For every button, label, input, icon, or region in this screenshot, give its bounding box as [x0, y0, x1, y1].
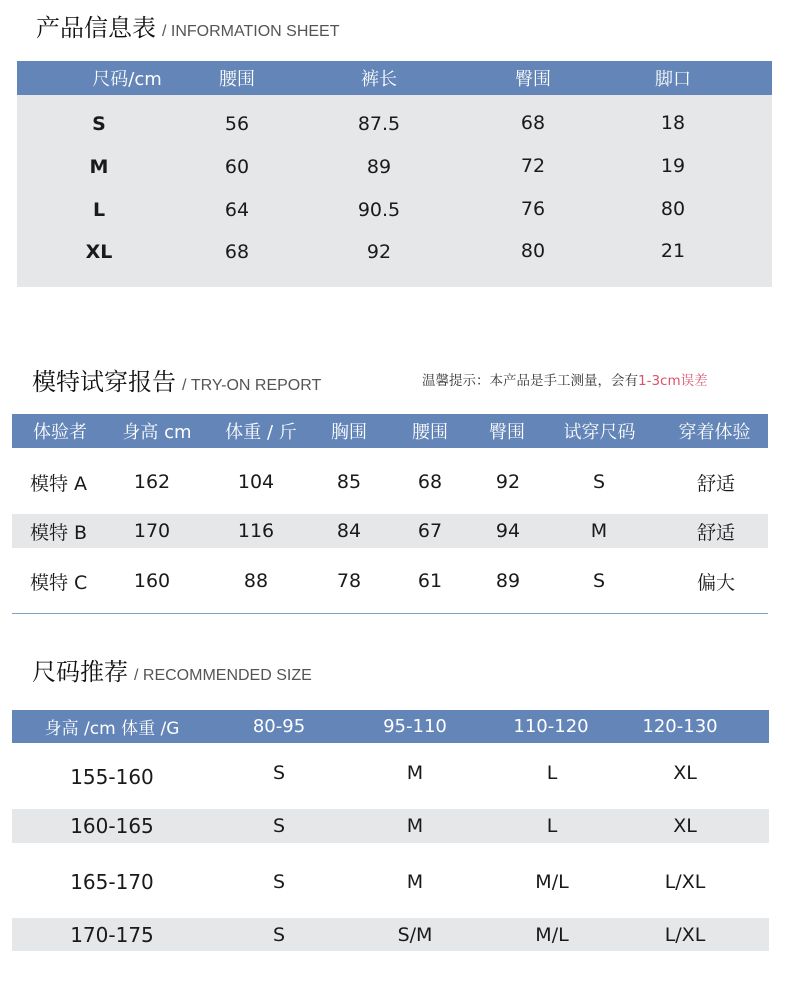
cell: 偏大	[696, 571, 735, 594]
cell: S/M	[397, 923, 433, 946]
info-row-xl	[17, 236, 772, 268]
cell: 80	[520, 240, 546, 262]
rec-header-80-95: 80-95	[252, 716, 306, 737]
info-sheet-title	[36, 8, 339, 43]
cell: 160-165	[70, 814, 154, 838]
try-header-height: 身高 cm	[122, 422, 192, 443]
try-header-tester: 体验者	[33, 422, 87, 443]
info-header-hem: 脚口	[655, 69, 691, 90]
info-header-hip: 臀围	[515, 69, 551, 90]
cell: M	[590, 520, 608, 542]
recommend-header	[12, 710, 769, 743]
cell: 80	[660, 198, 686, 220]
rec-row-155-160	[12, 760, 769, 794]
rec-row-170-175	[12, 918, 769, 951]
recommend-subtitle: / RECOMMENDED SIZE	[134, 667, 312, 684]
cell: 87.5	[357, 113, 401, 135]
cell: 模特 C	[30, 571, 88, 594]
cell: S	[272, 871, 286, 893]
try-on-title	[32, 362, 321, 397]
cell: S	[272, 923, 286, 946]
cell: L/XL	[664, 923, 706, 946]
cell: S	[592, 471, 606, 493]
cell: 170	[133, 520, 171, 542]
cell: XL	[673, 762, 697, 784]
cell: M	[406, 815, 424, 837]
cell: 模特 B	[30, 521, 88, 544]
cell: 68	[417, 471, 443, 493]
cell: 72	[520, 155, 546, 177]
cell: L	[92, 199, 106, 221]
cell: M	[406, 871, 424, 893]
try-header-bust: 胸围	[331, 422, 367, 443]
cell: 18	[660, 112, 686, 134]
try-header-experience: 穿着体验	[678, 422, 751, 443]
info-header-length: 裤长	[361, 69, 397, 90]
cell: 116	[237, 520, 275, 542]
cell: 64	[224, 199, 250, 221]
cell: M/L	[535, 871, 569, 893]
recommend-title-cn: 尺码推荐	[32, 658, 128, 686]
note-highlight: 1-3cm误差	[638, 373, 708, 389]
cell: S	[272, 762, 286, 784]
info-sheet-title-cn: 产品信息表	[36, 14, 156, 42]
cell: 60	[224, 156, 250, 178]
info-header-waist: 腰围	[219, 69, 255, 90]
info-row-l	[17, 194, 772, 226]
try-row-a	[12, 465, 768, 499]
try-header-size: 试穿尺码	[563, 422, 636, 443]
cell: 84	[336, 520, 362, 542]
cell: M	[406, 762, 424, 784]
try-header-weight: 体重 / 斤	[225, 422, 297, 443]
cell: 170-175	[70, 922, 154, 947]
cell: 68	[224, 241, 250, 263]
cell: 21	[660, 240, 686, 262]
cell: XL	[85, 241, 113, 263]
cell: 94	[495, 520, 521, 542]
try-on-title-cn: 模特试穿报告	[32, 368, 176, 396]
cell: 89	[366, 156, 392, 178]
cell: 92	[495, 471, 521, 493]
cell: 舒适	[696, 521, 735, 544]
rec-header-95-110: 95-110	[383, 716, 447, 737]
recommend-title	[32, 652, 312, 687]
cell: 162	[133, 471, 171, 493]
try-header-hip: 臀围	[489, 422, 525, 443]
cell: 78	[336, 570, 362, 592]
cell: S	[272, 815, 286, 837]
try-on-header	[12, 414, 768, 448]
measurement-note	[422, 369, 708, 389]
cell: L	[546, 762, 558, 784]
cell: 92	[366, 241, 392, 263]
cell: 89	[495, 570, 521, 592]
rec-row-165-170	[12, 865, 769, 899]
try-on-subtitle: / TRY-ON REPORT	[182, 377, 322, 394]
cell: 76	[520, 198, 546, 220]
cell: 90.5	[357, 199, 401, 221]
try-on-divider	[12, 613, 768, 614]
info-sheet-header	[17, 61, 772, 95]
cell: S	[592, 570, 606, 592]
cell: S	[92, 113, 106, 135]
cell: 67	[417, 520, 443, 542]
info-sheet-subtitle: / INFORMATION SHEET	[162, 23, 340, 40]
try-row-b	[12, 514, 768, 548]
cell: 104	[237, 471, 275, 493]
cell: 160	[133, 570, 171, 592]
cell: 155-160	[70, 765, 154, 789]
rec-header-120-130: 120-130	[642, 716, 718, 737]
cell: 模特 A	[30, 472, 88, 495]
cell: 68	[520, 112, 546, 134]
cell: XL	[673, 815, 697, 837]
cell: L	[546, 815, 558, 837]
cell: 88	[243, 570, 269, 592]
cell: 19	[660, 155, 686, 177]
cell: 61	[417, 570, 443, 592]
rec-row-160-165	[12, 809, 769, 843]
cell: 舒适	[696, 472, 735, 495]
try-row-c	[12, 564, 768, 598]
rec-header-110-120: 110-120	[513, 716, 589, 737]
cell: 56	[224, 113, 250, 135]
cell: M	[89, 156, 109, 178]
info-row-s	[17, 108, 772, 140]
info-row-m	[17, 151, 772, 183]
rec-header-height-weight: 身高 /cm 体重 /G	[44, 719, 180, 739]
note-text: 温馨提示：本产品是手工测量，会有	[422, 373, 638, 389]
cell: M/L	[535, 923, 569, 946]
cell: 85	[336, 471, 362, 493]
cell: 165-170	[70, 870, 154, 894]
cell: L/XL	[664, 871, 706, 893]
try-header-waist: 腰围	[412, 422, 448, 443]
info-header-size: 尺码/cm	[92, 69, 162, 90]
